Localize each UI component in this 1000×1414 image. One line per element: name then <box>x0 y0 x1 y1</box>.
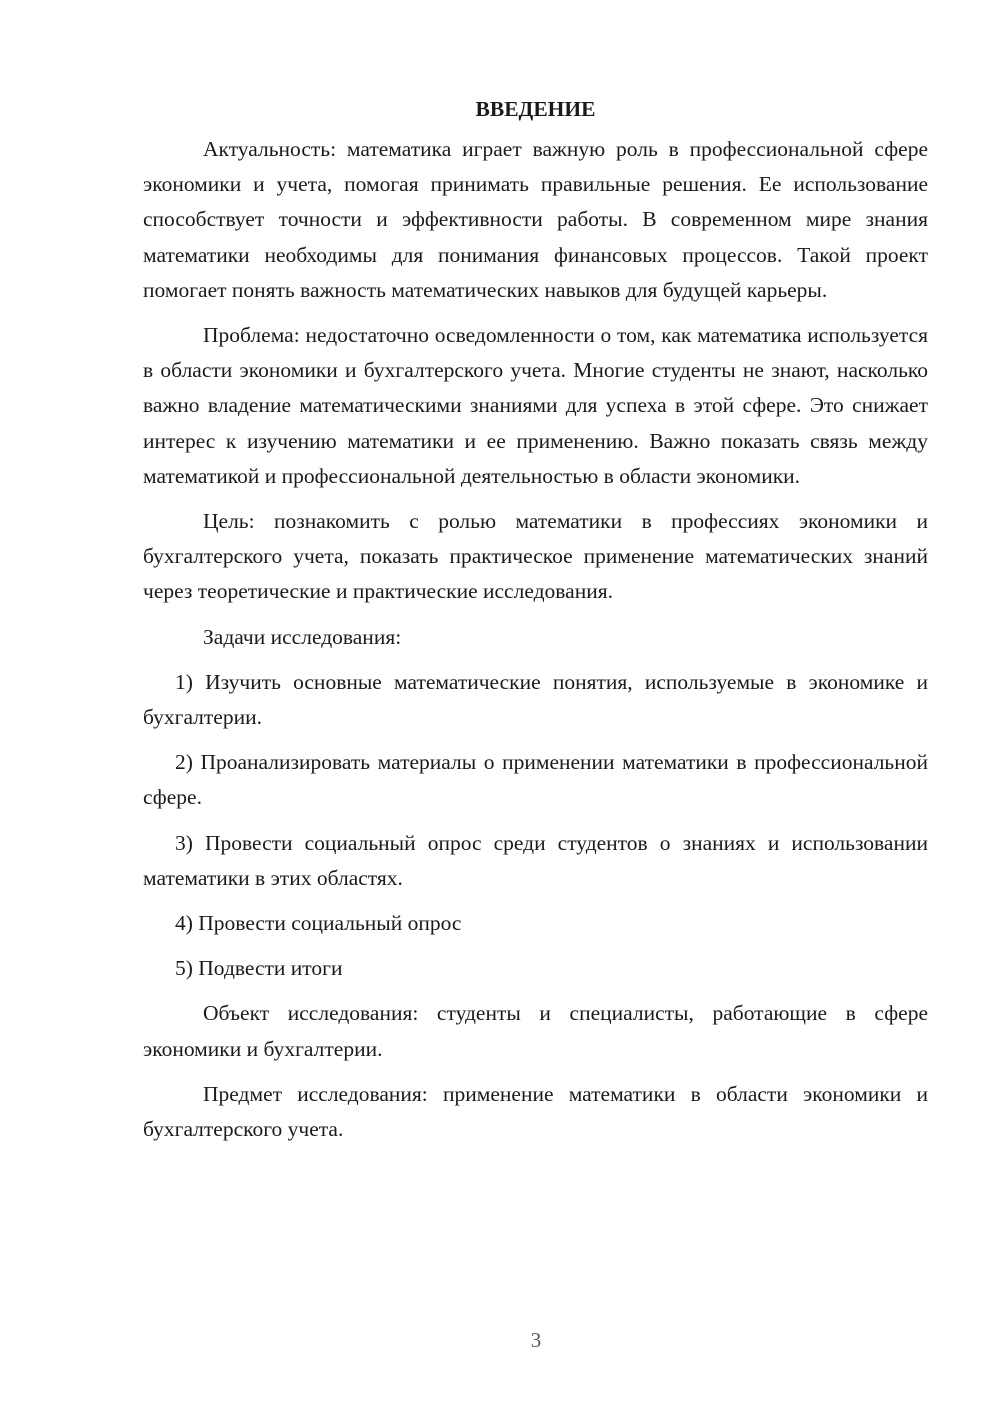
task-item-3: 3) Провести социальный опрос среди студентов о знаниях и использовании математики в этих областях. <box>143 830 928 890</box>
document-page <box>143 92 928 1157</box>
task-item-1: 1) Изучить основные математические понятия, используемые в экономике и бухгалтерии. <box>143 669 928 730</box>
paragraph-goal: Цель: познакомить с ролью математики в профессиях экономики и бухгалтерского учета, показать практическое применение математических знаний через теоретические и практические исследования. <box>143 509 928 604</box>
paragraph-relevance: Актуальность: математика играет важную роль в профессиональной сфере экономики и учета, помогая принимать правильные решения. Ее использование способствует точности и эффективности работы. В современном мире знания математики необходимы для понимания финансовых процессов. Такой проект помогает понять важность математических навыков для будущей карьеры. <box>143 137 928 302</box>
section-title: ВВЕДЕНИЕ <box>475 97 596 121</box>
page-number: 3 <box>530 1328 542 1352</box>
task-item-4: 4) Провести социальный опрос <box>175 911 462 936</box>
tasks-heading: Задачи исследования: <box>203 624 402 649</box>
task-item-5: 5) Подвести итоги <box>175 956 343 981</box>
paragraph-subject: Предмет исследования: применение математики в области экономики и бухгалтерского учета. <box>143 1081 928 1142</box>
paragraph-object: Объект исследования: студенты и специалисты, работающие в сфере экономики и бухгалтерии. <box>143 1001 928 1061</box>
task-item-2: 2) Проанализировать материалы о применении математики в профессиональной сфере. <box>143 750 928 810</box>
paragraph-problem: Проблема: недостаточно осведомленности о том, как математика используется в области экономики и бухгалтерского учета. Многие студенты не знают, насколько важно владение математическими знаниями для успеха в этой сфере. Это снижает интерес к изучению математики и ее применению. Важно показать связь между математикой и профессиональной деятельностью в области экономики. <box>143 323 928 488</box>
